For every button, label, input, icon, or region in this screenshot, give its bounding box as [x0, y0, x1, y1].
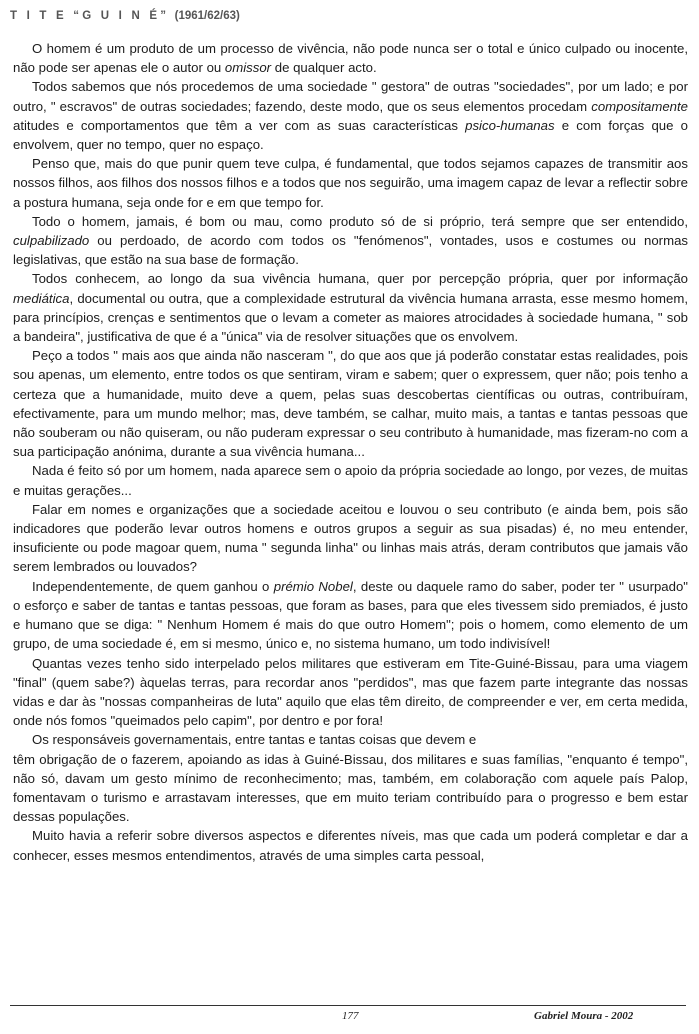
paragraph [13, 577, 688, 654]
italic-term: omissor [224, 60, 272, 76]
text-segment: Todos sabemos que nós procedemos de uma sociedade " gestora" de outras "sociedades", por um lado; e por outro, " escravos" de outras sociedades; fazendo, deste modo, que os seus elementos procedam [13, 79, 688, 114]
header-years: (1961/62/63) [174, 10, 240, 22]
page-number: 177 [342, 1010, 359, 1022]
paragraph [13, 654, 688, 731]
text-segment: de qualquer acto. [271, 60, 377, 76]
body-text [13, 39, 688, 865]
page-header [10, 10, 240, 22]
text-segment: Nada é feito só por um homem, nada aparece sem o apoio da própria sociedade ao longo, por vezes, de muitas e muitas gerações... [13, 463, 688, 498]
text-segment: , deste ou daquele ramo do saber, poder ter " usurpado" o esforço e saber de tantas e tantas pessoas, que foram as bases, para que eles tivessem sido premiados, é justo e humano que se diga: " Nenhum Homem é mais do que outro Homem"; pois o homem, como elemento de um grupo, de uma sociedade é, em si mesmo, único e, no sistema humano, um todo indivisível! [13, 578, 688, 652]
text-segment: Os responsáveis governamentais, entre tantas e tantas coisas que devem e [32, 732, 477, 748]
paragraph [13, 269, 688, 346]
paragraph [13, 500, 688, 577]
text-segment: Falar em nomes e organizações que a sociedade aceitou e louvou o seu contributo (e ainda bem, pois são indicadores que poderão levar outros homens e outros grupos a seguir as sua pisadas) é, no meu entender, insuficiente ou pode magoar quem, numa " segunda linha" ou linhas mais atrás, deram contributos que jamais vão serem lembrados ou louvados? [13, 501, 688, 575]
text-segment: Peço a todos " mais aos que ainda não nasceram ", do que aos que já poderão constatar estas realidades, pois sou apenas, um elemento, entre todos os que sentiram, viram e sabem; quer o expressem, quer não; pois tenho a certeza que a humanidade, muito deve a quem, pelas suas descobertas científicas ou outras, contribuíram, efectivamente, para um mundo melhor; mas, deve também, se calhar, muito mais, a tantas e tantas pessoas que não souberam ou não quiseram, ou não puderam expressar o seu contributo à humanidade, mas fizeram-no com a sua participação anónima, durante a sua vivência humana... [13, 348, 688, 460]
italic-term: mediática [13, 290, 70, 306]
paragraph [13, 212, 688, 270]
text-segment: atitudes e comportamentos que têm a ver com as suas características [13, 117, 466, 133]
paragraph [13, 346, 688, 461]
footer-author: Gabriel Moura - 2002 [534, 1010, 634, 1022]
footer-divider [10, 1005, 686, 1006]
paragraph [13, 154, 688, 212]
paragraph [13, 826, 688, 864]
paragraph [13, 77, 688, 154]
paragraph [13, 750, 688, 827]
italic-term: psico-humanas [465, 117, 555, 133]
text-segment: , documental ou outra, que a complexidade estrutural da vivência humana arrasta, esse mesmo homem, para princípios, crenças e sentimentos que o levam a cometer as maiores atrocidades à sociedade humana, " sob a bandeira", justificativa de que é a "única" via de resolver situações que os envolvem. [13, 290, 688, 345]
text-segment: e com forças que o envolvem, quer no tempo, quer no espaço. [13, 117, 688, 153]
text-segment: Quantas vezes tenho sido interpelado pelos militares que estiveram em Tite-Guiné-Bissau, para uma viagem "final" (quem sabe?) àquelas terras, para recordar anos "perdidos", mas que fazem parte integrante das nossas vidas e dar às "nossas companheiras de luta" aquilo que elas têm direito, de compreender e ver, em certa medida, onde nós fomos "queimados pelo capim", por dentro e por fora! [13, 655, 688, 729]
text-segment: Independentemente, de quem ganhou o [32, 578, 274, 594]
italic-term: compositamente [591, 98, 688, 114]
text-segment: Muito havia a referir sobre diversos aspectos e diferentes níveis, mas que cada um poderá completar e dar a conhecer, esses mesmos entendimentos, através de uma simples carta pessoal, [13, 828, 688, 863]
paragraph [13, 730, 688, 749]
text-segment: Todo o homem, jamais, é bom ou mau, como produto só de si próprio, terá sempre que ser entendido, [32, 213, 688, 229]
italic-term: culpabilizado [13, 233, 90, 249]
text-segment: têm obrigação de o fazerem, apoiando as idas à Guiné-Bissau, dos militares e suas famílias, "enquanto é tempo", não só, davam um gesto mínimo de reconhecimento; mas, também, em colaboração com aquele país Palop, fomentavam o turismo e arrastavam interesses, que em muito teriam contribuído para o progresso e bem estar dessas populações. [13, 751, 688, 825]
text-segment: Todos conhecem, ao longo da sua vivência humana, quer por percepção própria, quer por informação [32, 271, 688, 287]
text-segment: Penso que, mais do que punir quem teve culpa, é fundamental, que todos sejamos capazes de transmitir aos nossos filhos, aos filhos dos nossos filhos e a todos que nos seguirão, uma imagem capaz de levar a reflectir sobre a postura humana, seja onde for e em que tempo for. [13, 156, 688, 210]
header-title: T I T E “G U I N É” [10, 10, 170, 22]
paragraph [13, 461, 688, 499]
text-segment: O homem é um produto de um processo de vivência, não pode nunca ser o total e único culpado ou inocente, não pode ser apenas ele o autor ou [13, 41, 688, 76]
italic-term: prémio Nobel [273, 578, 353, 594]
text-segment: ou perdoado, de acordo com todos os "fenómenos", vontades, usos e costumes ou normas legislativas, que estão na sua base de formação. [13, 233, 688, 268]
paragraph [13, 39, 688, 77]
